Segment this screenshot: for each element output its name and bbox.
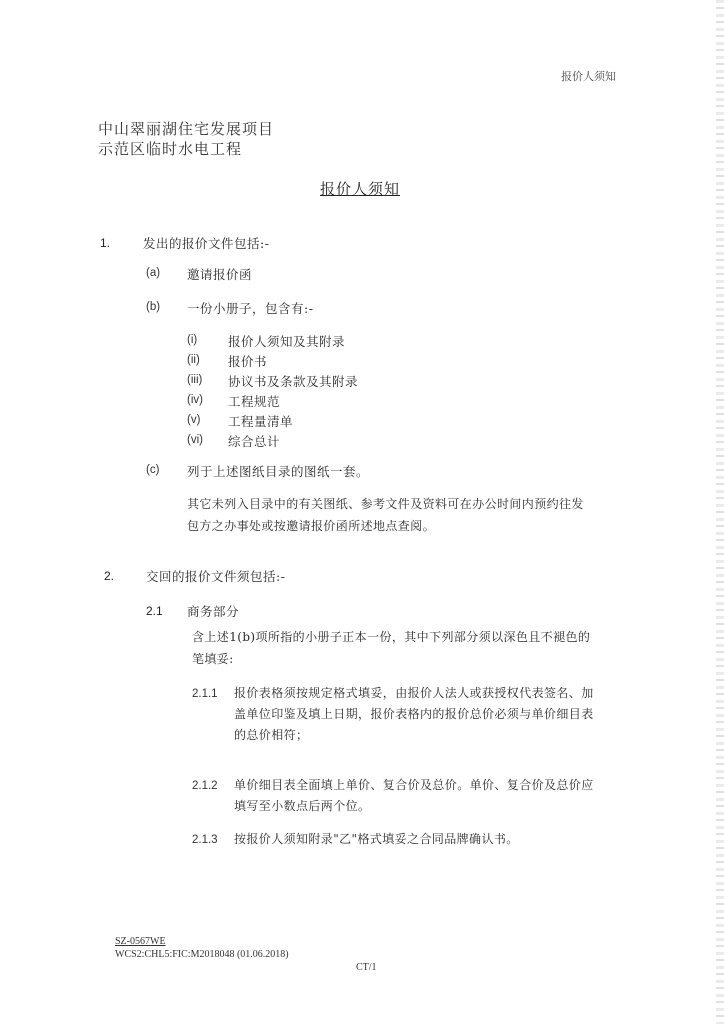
subitem-label: (i) [187,334,198,346]
project-name-line2: 示范区临时水电工程 [98,140,243,158]
subsection-heading: 商务部分 [187,604,240,619]
footer-ref-code: SZ-0567WE [115,936,166,947]
subitem-text: 综合总计 [228,434,281,449]
item-a-text: 邀请报价函 [187,267,253,282]
page-number: CT/1 [356,962,377,973]
note-line1: 其它未列入目录中的有关图纸、参考文件及资料可在办公时间内预约往发 [187,497,584,511]
clause-line: 按报价人须知附录"乙"格式填妥之合同品牌确认书。 [234,832,519,846]
section-2-heading: 交回的报价文件须包括:- [146,569,286,584]
header-tag: 报价人须知 [561,70,616,83]
item-b-text: 一份小册子，包含有:- [187,301,314,316]
item-c-label: (c) [146,464,160,476]
subitem-label: (vi) [187,434,203,446]
clause-line: 报价表格须按规定格式填妥，由报价人法人或获授权代表签名、加 [234,686,594,700]
subitem-text: 报价书 [228,354,268,369]
clause-number: 2.1.1 [192,688,218,700]
clause-line: 填写至小数点后两个位。 [234,799,371,813]
clause-number: 2.1.2 [192,780,218,792]
subitem-label: (v) [187,414,201,426]
subitem-label: (iii) [187,374,203,386]
subitem-text: 工程量清单 [228,414,294,429]
subitem-text: 工程规范 [228,394,281,409]
clause-line: 的总价相符； [234,728,309,742]
clause-line: 盖单位印鉴及填上日期，报价表格内的报价总价必须与单价细目表 [234,707,594,721]
scan-edge-artifact [716,0,724,1024]
subitem-label: (iv) [187,394,203,406]
note-line2: 包方之办事处或按邀请报价函所述地点查阅。 [187,519,436,533]
subsection-number: 2.1 [146,604,163,618]
clause-number: 2.1.3 [192,834,218,846]
item-c-text: 列于上述图纸目录的图纸一套。 [187,464,370,479]
subitem-label: (ii) [187,354,200,366]
intro-line2: 笔填妥: [192,652,234,666]
item-a-label: (a) [146,267,161,279]
item-b-label: (b) [146,301,161,313]
section-2-number: 2. [104,569,115,583]
section-1-heading: 发出的报价文件包括:- [143,236,270,251]
document-title: 报价人须知 [320,180,401,198]
footer-ref-number: WCS2:CHL5:FIC:M2018048 (01.06.2018) [115,949,289,960]
intro-line1: 含上述1(b)项所指的小册子正本一份，其中下列部分须以深色且不褪色的 [192,630,591,644]
clause-line: 单价细目表全面填上单价、复合价及总价。单价、复合价及总价应 [234,778,594,792]
subitem-text: 报价人须知及其附录 [228,334,346,349]
project-name-line1: 中山翠丽湖住宅发展项目 [98,120,275,138]
section-1-number: 1. [100,236,111,250]
subitem-text: 协议书及条款及其附录 [228,374,359,389]
